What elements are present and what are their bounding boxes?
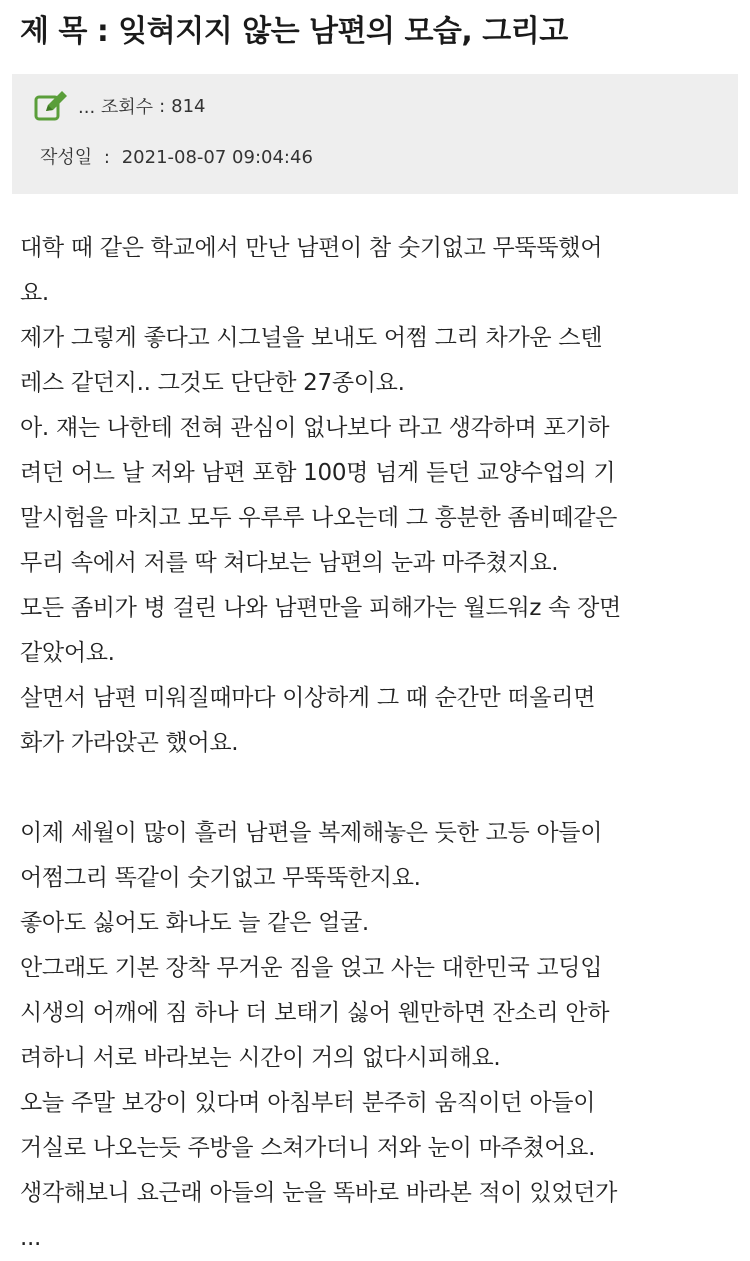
- body-line: 화가 가라앉곤 했어요.: [20, 730, 239, 756]
- views-row: [34, 88, 206, 124]
- body-line: 살면서 남편 미워질때마다 이상하게 그 때 순간만 떠올리면: [20, 685, 596, 711]
- body-line: 아. 쟤는 나한테 전혀 관심이 없나보다 라고 생각하며 포기하: [20, 415, 610, 441]
- body-line: 제가 그렇게 좋다고 시그널을 보내도 어쩜 그리 차가운 스텐: [20, 325, 603, 351]
- body-line: 요.: [20, 280, 49, 306]
- views-label: ... 조회수: [78, 97, 154, 118]
- body-line: 생각해보니 요근래 아들의 눈을 똑바로 바라본 적이 있었던가: [20, 1180, 618, 1206]
- body-line: 말시험을 마치고 모두 우루루 나오는데 그 흥분한 좀비떼같은: [20, 505, 618, 531]
- date-row: [40, 144, 313, 172]
- body-line: ...: [20, 1225, 42, 1251]
- body-line: 려하니 서로 바라보는 시간이 거의 없다시피해요.: [20, 1045, 501, 1071]
- body-line: 안그래도 기본 장착 무거운 짐을 얹고 사는 대한민국 고딩입: [20, 955, 603, 981]
- date-label: 작성일: [40, 147, 93, 168]
- post-title: 제 목 : 잊혀지지 않는 남편의 모습, 그리고: [20, 14, 568, 49]
- body-line: 시생의 어깨에 짐 하나 더 보태기 싫어 웬만하면 잔소리 안하: [20, 1000, 610, 1026]
- body-line: 거실로 나오는듯 주방을 스쳐가더니 저와 눈이 마주쳤어요.: [20, 1135, 596, 1161]
- body-line: 레스 같던지.. 그것도 단단한 27종이요.: [20, 370, 405, 396]
- body-line: 무리 속에서 저를 딱 쳐다보는 남편의 눈과 마주쳤지요.: [20, 550, 559, 576]
- body-line: 어쩜그리 똑같이 숫기없고 무뚝뚝한지요.: [20, 865, 421, 891]
- body-line: 오늘 주말 보강이 있다며 아침부터 분주히 움직이던 아들이: [20, 1090, 596, 1116]
- date-separator: :: [103, 147, 110, 168]
- views-count: 814: [171, 95, 206, 117]
- date-value: 2021-08-07 09:04:46: [121, 147, 313, 168]
- body-line: 좋아도 싫어도 화나도 늘 같은 얼굴.: [20, 910, 369, 936]
- body-line: 같았어요.: [20, 640, 115, 666]
- post-meta-box: [12, 74, 738, 194]
- body-line: 대학 때 같은 학교에서 만난 남편이 참 숫기없고 무뚝뚝했어: [20, 235, 603, 261]
- edit-icon[interactable]: [34, 89, 70, 123]
- body-line: 모든 좀비가 병 걸린 나와 남편만을 피해가는 월드워z 속 장면: [20, 595, 621, 621]
- post-body: [20, 226, 732, 1261]
- views-separator: :: [159, 95, 166, 117]
- body-line: 이제 세월이 많이 흘러 남편을 복제해놓은 듯한 고등 아들이: [20, 820, 603, 846]
- paragraph-break: [20, 766, 732, 811]
- body-line: 려던 어느 날 저와 남편 포함 100명 넘게 듣던 교양수업의 기: [20, 460, 616, 486]
